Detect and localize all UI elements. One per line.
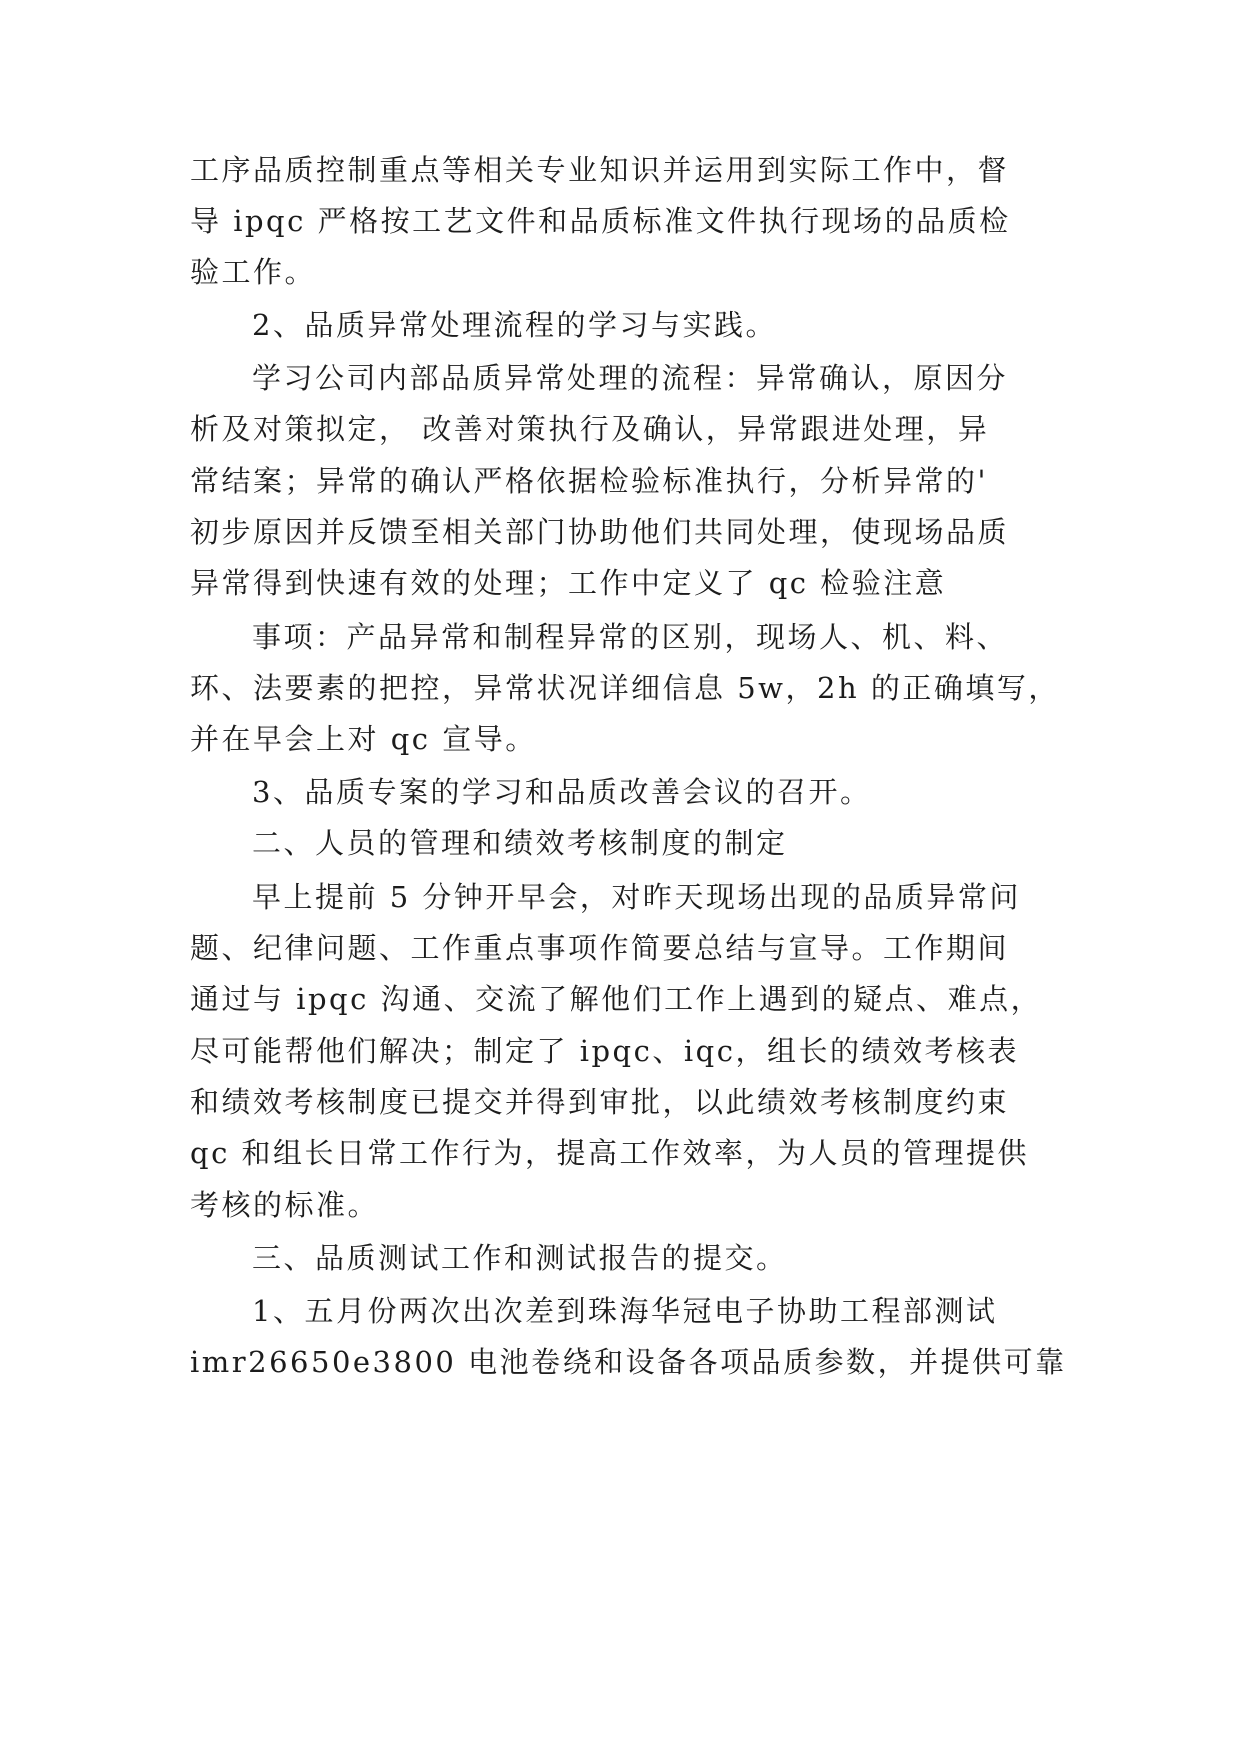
text-line: 和绩效考核制度已提交并得到审批，以此绩效考核制度约束 bbox=[190, 1085, 1010, 1119]
text-line: 环、法要素的把控，异常状况详细信息 5w，2h 的正确填写， bbox=[190, 671, 1060, 705]
text-line: 析及对策拟定， 改善对策执行及确认，异常跟进处理，异 bbox=[190, 412, 990, 446]
text-line: qc 和组长日常工作行为，提高工作效率，为人员的管理提供 bbox=[190, 1136, 1030, 1170]
text-line: 并在早会上对 qc 宣导。 bbox=[190, 722, 537, 756]
text-line: 1、五月份两次出次差到珠海华冠电子协助工程部测试 bbox=[252, 1294, 998, 1328]
text-line: 早上提前 5 分钟开早会，对昨天现场出现的品质异常问 bbox=[252, 880, 1021, 914]
text-line: 初步原因并反馈至相关部门协助他们共同处理，使现场品质 bbox=[190, 515, 1010, 549]
text-line: 二、人员的管理和绩效考核制度的制定 bbox=[252, 826, 788, 860]
text-line: 尽可能帮他们解决；制定了 ipqc、iqc，组长的绩效考核表 bbox=[190, 1034, 1019, 1068]
text-line: 通过与 ipqc 沟通、交流了解他们工作上遇到的疑点、难点， bbox=[190, 982, 1043, 1016]
text-line: 三、品质测试工作和测试报告的提交。 bbox=[252, 1241, 788, 1275]
text-line: imr26650e3800 电池卷绕和设备各项品质参数，并提供可靠 bbox=[190, 1345, 1067, 1379]
text-line: 异常得到快速有效的处理；工作中定义了 qc 检验注意 bbox=[190, 566, 947, 600]
text-line: 2、品质异常处理流程的学习与实践。 bbox=[252, 308, 777, 342]
text-line: 导 ipqc 严格按工艺文件和品质标准文件执行现场的品质检 bbox=[190, 204, 1011, 238]
text-line: 题、纪律问题、工作重点事项作简要总结与宣导。工作期间 bbox=[190, 931, 1010, 965]
text-line: 常结案；异常的确认严格依据检验标准执行，分析异常的' bbox=[190, 464, 988, 498]
text-line: 验工作。 bbox=[190, 255, 317, 289]
text-line: 学习公司内部品质异常处理的流程：异常确认，原因分 bbox=[252, 361, 1009, 395]
text-line: 3、品质专案的学习和品质改善会议的召开。 bbox=[252, 775, 872, 809]
text-line: 考核的标准。 bbox=[190, 1188, 380, 1222]
text-line: 工序品质控制重点等相关专业知识并运用到实际工作中，督 bbox=[190, 153, 1010, 187]
text-line: 事项：产品异常和制程异常的区别，现场人、机、料、 bbox=[252, 620, 1009, 654]
